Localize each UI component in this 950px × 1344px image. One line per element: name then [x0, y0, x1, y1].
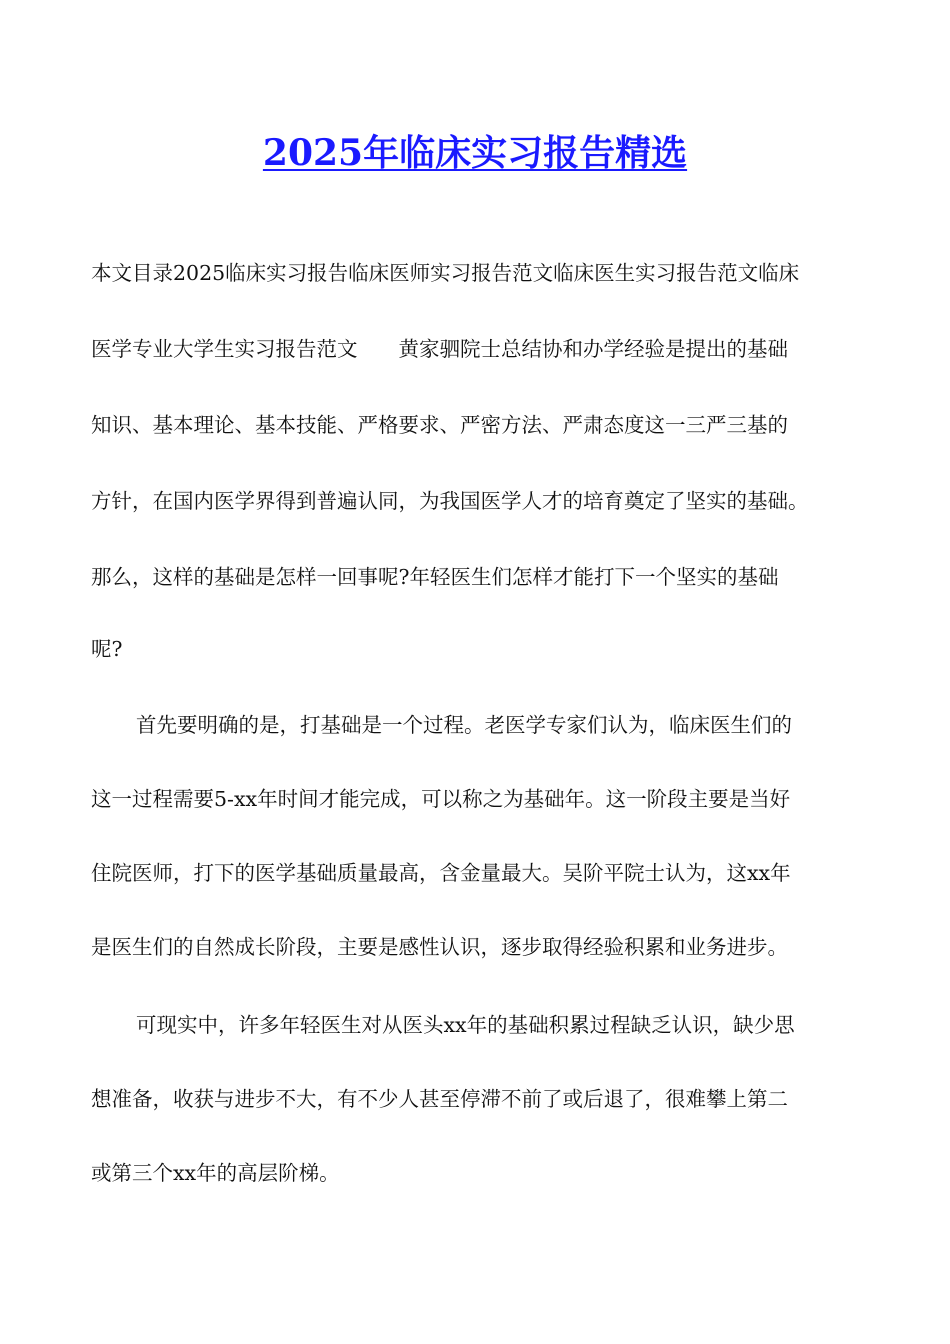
paragraph-line-9: 住院医师，打下的医学基础质量最高，含金量最大。吴阶平院士认为，这xx年: [91, 861, 791, 885]
paragraph-line-4: 方针，在国内医学界得到普遍认同，为我国医学人才的培育奠定了坚实的基础。: [91, 489, 809, 513]
paragraph-line-13: 或第三个xx年的高层阶梯。: [91, 1161, 340, 1185]
paragraph-line-10: 是医生们的自然成长阶段，主要是感性认识，逐步取得经验积累和业务进步。: [91, 935, 788, 959]
document-title-link[interactable]: 2025年临床实习报告精选: [262, 132, 688, 174]
paragraph-line-3: 知识、基本理论、基本技能、严格要求、严密方法、严肃态度这一三严三基的: [91, 413, 788, 437]
paragraph-line-5: 那么，这样的基础是怎样一回事呢?年轻医生们怎样才能打下一个坚实的基础: [91, 565, 779, 589]
paragraph-line-2: 医学专业大学生实习报告范文 黄家驷院士总结协和办学经验是提出的基础: [91, 337, 788, 361]
paragraph-line-11: 可现实中，许多年轻医生对从医头xx年的基础积累过程缺乏认识，缺少思: [136, 1013, 795, 1037]
paragraph-line-12: 想准备，收获与进步不大，有不少人甚至停滞不前了或后退了，很难攀上第二: [91, 1087, 788, 1111]
paragraph-line-7: 首先要明确的是，打基础是一个过程。老医学专家们认为，临床医生们的: [136, 713, 792, 737]
paragraph-line-1: 本文目录2025临床实习报告临床医师实习报告范文临床医生实习报告范文临床: [91, 261, 800, 285]
paragraph-line-8: 这一过程需要5-xx年时间才能完成，可以称之为基础年。这一阶段主要是当好: [91, 787, 791, 811]
paragraph-line-6: 呢?: [91, 637, 123, 661]
